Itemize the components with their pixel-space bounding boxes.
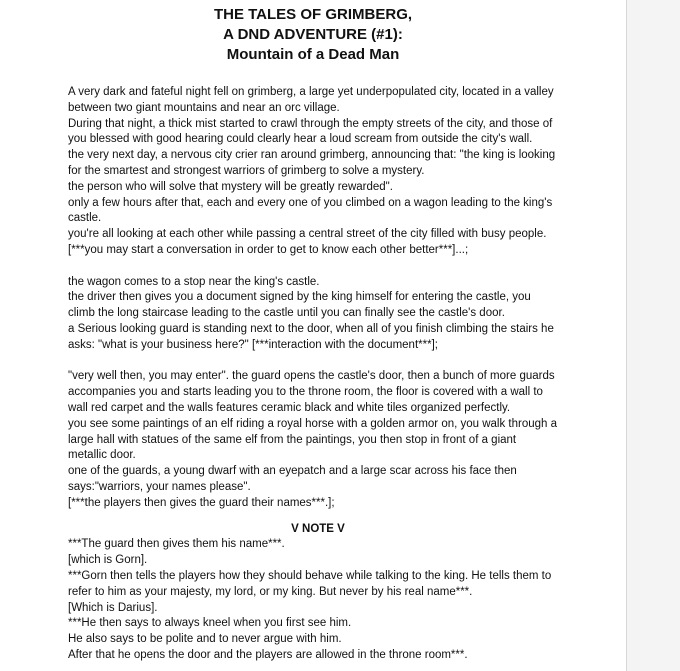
text-line: large hall with statues of the same elf from the paintings, you then stop in front of a giant <box>68 433 517 446</box>
text-line: castle. <box>68 212 102 225</box>
paragraph-gap <box>68 354 568 370</box>
title-line-1: THE TALES OF GRIMBERG, <box>213 6 413 23</box>
text-line: asks: "what is your business here?" [***interaction with the document***]; <box>68 338 438 351</box>
text-line: metallic door. <box>68 449 136 462</box>
text-line: the wagon comes to a stop near the king's castle. <box>68 275 320 288</box>
text-line: the driver then gives you a document signed by the king himself for entering the castle, you <box>68 291 531 304</box>
document-body <box>68 85 568 664</box>
text-line: [***the players then gives the guard their names***.]; <box>68 496 335 509</box>
text-line: between two giant mountains and near an orc village. <box>68 101 340 114</box>
text-line: wall red carpet and the walls features ceramic black and white tiles organized perfectly. <box>68 401 511 414</box>
document-title <box>0 5 626 65</box>
note-line: After that he opens the door and the players are allowed in the throne room***. <box>68 648 468 661</box>
text-line: A very dark and fateful night fell on grimberg, a large yet underpopulated city, located in a valley <box>68 86 554 98</box>
note-line: refer to him as your majesty, my lord, or my king. But never by his real name***. <box>68 585 473 598</box>
text-line: you blessed with good hearing could clearly hear a loud scream from outside the city's wall. <box>68 133 533 146</box>
text-line: one of the guards, a young dwarf with an eyepatch and a large scar across his face then <box>68 465 517 478</box>
note-line: He also says to be polite and to never argue with him. <box>68 633 342 646</box>
title-line-2: A DND ADVENTURE (#1): <box>223 26 403 43</box>
note-line: ***Gorn then tells the players how they should behave while talking to the king. He tells them to <box>68 569 552 582</box>
note-line: ***The guard then gives them his name***. <box>68 538 285 551</box>
paragraph-throne-hall <box>68 369 568 511</box>
text-line: the person who will solve that mystery will be greatly rewarded". <box>68 180 393 193</box>
paragraph-gap <box>68 259 568 275</box>
paragraph-gap <box>68 512 568 522</box>
text-line: only a few hours after that, each and every one of you climbed on a wagon leading to the king's <box>68 196 553 209</box>
text-line: the very next day, a nervous city crier ran around grimberg, announcing that: "the king is looking <box>68 149 556 162</box>
text-line: climb the long staircase leading to the castle until you can finally see the castle's door. <box>68 307 505 320</box>
canvas-background <box>627 0 680 671</box>
text-line: you see some paintings of an elf riding a royal horse with a golden armor on, you walk through a <box>68 417 558 430</box>
note-line: [which is Gorn]. <box>68 554 148 567</box>
title-line-3: Mountain of a Dead Man <box>226 46 400 63</box>
text-line: [***you may start a conversation in order to get to know each other better***]...; <box>68 243 469 256</box>
note-line: [Which is Darius]. <box>68 601 158 614</box>
paragraph-castle-arrival <box>68 275 568 354</box>
text-line: During that night, a thick mist started to crawl through the empty streets of the city, and those of <box>68 117 553 130</box>
paragraph-intro <box>68 85 568 259</box>
text-line: accompanies you and starts leading you to the throne room, the floor is covered with a wall to <box>68 386 543 399</box>
text-line: for the smartest and strongest warriors of grimberg to solve a mystery. <box>68 164 425 177</box>
note-line: ***He then says to always kneel when you first see him. <box>68 617 352 630</box>
text-line: says:"warriors, your names please". <box>68 480 251 493</box>
note-heading: V NOTE V <box>291 522 345 535</box>
text-line: you're all looking at each other while passing a central street of the city filled with busy people. <box>68 228 547 241</box>
text-line: a Serious looking guard is standing next to the door, when all of you finish climbing the stairs he <box>68 322 554 335</box>
text-line: "very well then, you may enter". the guard opens the castle's door, then a bunch of more guards <box>68 370 555 383</box>
note-section <box>68 522 568 664</box>
